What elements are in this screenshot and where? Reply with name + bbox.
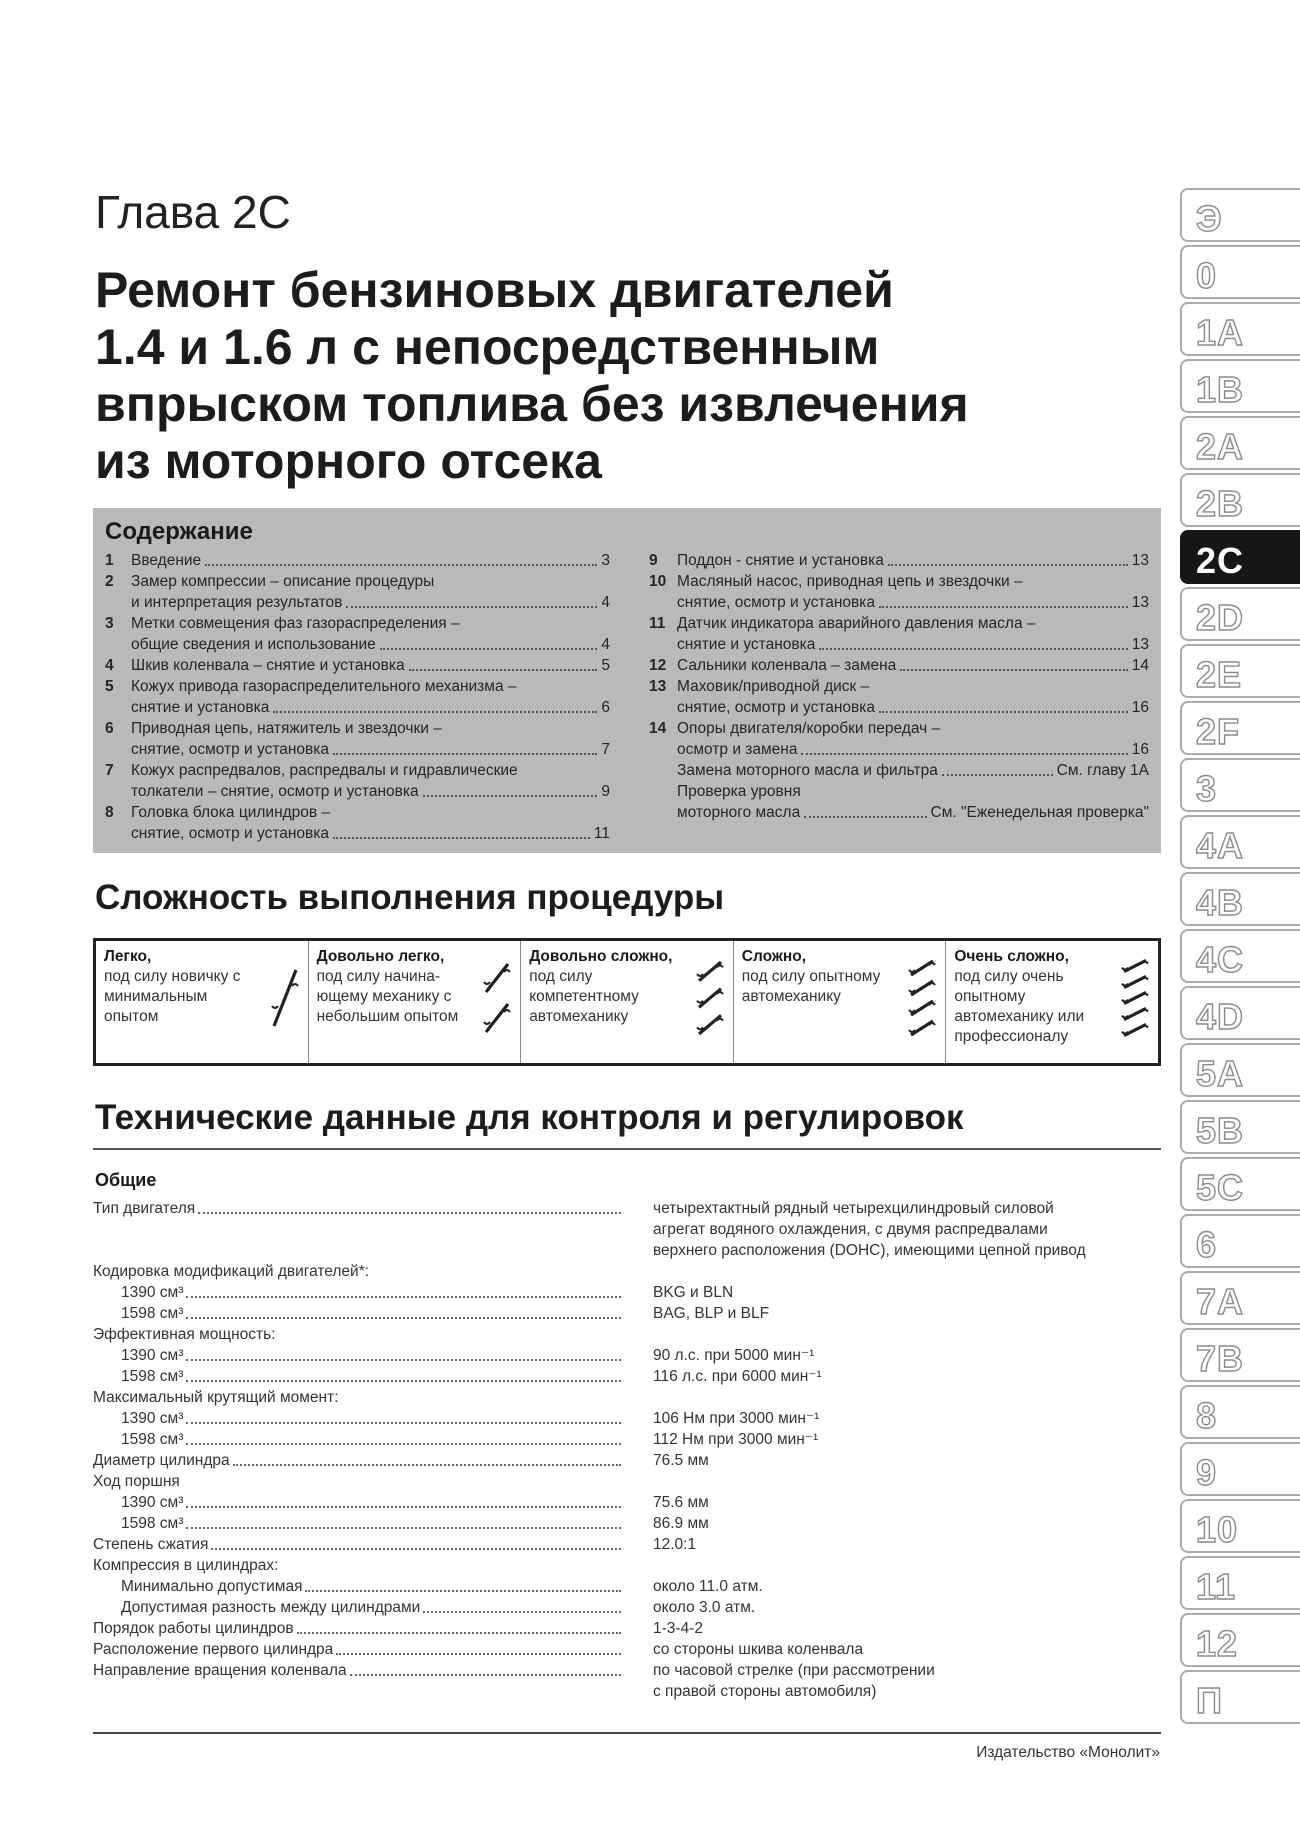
dot-leader — [186, 1429, 621, 1445]
toc-item[interactable] — [649, 550, 1149, 571]
spanner-icon — [907, 957, 937, 1039]
spec-label-text: 1390 см³ — [121, 1410, 184, 1427]
spec-label-text: 1390 см³ — [121, 1494, 184, 1511]
toc-page-number: 16 — [1131, 699, 1149, 716]
spanner-mark — [909, 1021, 935, 1035]
chapter-tab-label: 10 — [1196, 1509, 1239, 1550]
toc-item-text: Замена моторного масла и фильтра — [677, 762, 938, 779]
chapter-tab-1a[interactable] — [1180, 302, 1300, 356]
dot-leader — [198, 1198, 621, 1214]
toc-line — [649, 655, 1149, 676]
spec-label — [93, 1345, 623, 1366]
chapter-tab-э[interactable] — [1180, 188, 1300, 242]
chapter-tab-label: 1B — [1196, 369, 1245, 410]
toc-item-text: снятие, осмотр и установка — [131, 741, 330, 758]
difficulty-title: Сложно, — [741, 948, 807, 965]
spec-label — [93, 1282, 623, 1303]
chapter-tab-2b[interactable] — [1180, 473, 1300, 527]
spec-label — [93, 1429, 623, 1450]
chapter-tab-label: 2B — [1196, 483, 1245, 524]
dot-leader — [233, 1450, 621, 1466]
spec-label — [93, 1303, 623, 1324]
toc-item[interactable] — [649, 613, 1149, 655]
chapter-tab-0[interactable] — [1180, 245, 1300, 299]
toc-line — [105, 676, 610, 697]
spec-label-text: Ход поршня — [93, 1473, 180, 1490]
chapter-tab-4d[interactable] — [1180, 986, 1300, 1040]
chapter-tab-label: 11 — [1196, 1566, 1237, 1607]
dot-leader — [819, 634, 1127, 650]
spanner-mark — [697, 989, 723, 1008]
chapter-tab-7a[interactable] — [1180, 1271, 1300, 1325]
difficulty-title: Легко, — [104, 948, 152, 965]
difficulty-heading: Сложность выполнения процедуры — [95, 878, 725, 917]
toc-item-text: снятие, осмотр и установка — [677, 699, 876, 716]
dot-leader — [273, 697, 597, 713]
chapter-tab-label: 2E — [1196, 654, 1243, 695]
dot-leader — [804, 802, 926, 818]
chapter-tab-7b[interactable] — [1180, 1328, 1300, 1382]
toc-line — [105, 697, 610, 718]
spec-value: 90 л.с. при 5000 мин⁻¹ — [653, 1347, 815, 1364]
toc-item-number: 9 — [649, 552, 658, 569]
toc-item-text: общие сведения и использование — [131, 636, 376, 653]
toc-line — [649, 571, 1149, 592]
dot-leader — [423, 781, 598, 797]
spec-label — [93, 1198, 623, 1219]
toc-item-number: 7 — [105, 762, 114, 779]
toc-item-text: Введение — [131, 552, 202, 569]
difficulty-level-5 — [946, 941, 1158, 1063]
difficulty-title: Довольно легко, — [316, 948, 445, 965]
spec-value: около 11.0 атм. — [653, 1578, 763, 1595]
spanner-icon — [695, 957, 725, 1039]
spec-label — [93, 1450, 623, 1471]
spanner-mark — [1122, 1024, 1148, 1035]
toc-item-text: толкатели – снятие, осмотр и установка — [131, 783, 419, 800]
spec-label-text: Тип двигателя — [93, 1200, 196, 1217]
spec-label-text: 1390 см³ — [121, 1347, 184, 1364]
toc-item-text: снятие, осмотр и установка — [677, 594, 876, 611]
toc-line — [649, 760, 1149, 781]
spec-label-text: 1390 см³ — [121, 1284, 184, 1301]
toc-item-text: снятие и установка — [677, 636, 816, 653]
toc-item-text: осмотр и замена — [677, 741, 798, 758]
chapter-tab-label: 7B — [1196, 1338, 1245, 1379]
toc-item[interactable] — [105, 802, 610, 844]
spec-label — [93, 1618, 623, 1639]
dot-leader — [297, 1618, 621, 1634]
spec-label-text: 1598 см³ — [121, 1515, 184, 1532]
toc-item-text: Проверка уровня — [677, 783, 801, 800]
difficulty-description: под силу очень опытному автомеханику или профессионалу — [954, 968, 1085, 1045]
spec-label — [93, 1576, 623, 1597]
toc-page-number: 13 — [1131, 594, 1149, 611]
toc-page-number: 6 — [601, 699, 610, 716]
toc-item-number: 8 — [105, 804, 114, 821]
spec-value: верхнего расположения (DOHC), имеющими цепной привод — [653, 1242, 1086, 1259]
difficulty-description: под силу начина-ющему механику с небольшим опытом — [316, 968, 459, 1025]
spec-value: 106 Нм при 3000 мин⁻¹ — [653, 1410, 820, 1427]
difficulty-level-1 — [96, 941, 309, 1063]
toc-line — [649, 634, 1149, 655]
toc-item-number: 14 — [649, 720, 667, 737]
chapter-tab-label: 2C — [1196, 540, 1245, 581]
spec-label — [93, 1555, 623, 1576]
spec-label — [93, 1513, 623, 1534]
toc-item-number: 6 — [105, 720, 114, 737]
spec-label-text: Допустимая разность между цилиндрами — [121, 1599, 421, 1616]
spanner-icon — [270, 957, 300, 1039]
toc-item-text: снятие и установка — [131, 699, 270, 716]
toc-item[interactable] — [649, 760, 1149, 781]
chapter-tab-label: 7A — [1196, 1281, 1245, 1322]
contents-right-column — [649, 550, 1149, 823]
spec-label — [93, 1492, 623, 1513]
difficulty-description: под силу опытному автомеханику — [741, 968, 881, 1005]
toc-line — [105, 781, 610, 802]
spec-value: по часовой стрелке (при рассмотрении — [653, 1662, 935, 1679]
contents-left-column — [105, 550, 610, 844]
chapter-tab-label: 4C — [1196, 939, 1245, 980]
contents-heading: Содержание — [105, 518, 253, 545]
specs-divider — [93, 1148, 1161, 1150]
toc-item[interactable] — [649, 571, 1149, 613]
toc-item[interactable] — [105, 571, 610, 613]
chapter-tab-4b[interactable] — [1180, 872, 1300, 926]
toc-line — [649, 592, 1149, 613]
toc-item-text: Приводная цепь, натяжитель и звездочки – — [131, 720, 442, 737]
difficulty-level-3 — [521, 941, 734, 1063]
chapter-tab-2a[interactable] — [1180, 416, 1300, 470]
toc-page-number: 4 — [601, 636, 610, 653]
toc-item-number: 12 — [649, 657, 667, 674]
dot-leader — [186, 1408, 621, 1424]
toc-item-text: Масляный насос, приводная цепь и звездочки – — [677, 573, 1023, 590]
dot-leader — [346, 592, 597, 608]
toc-item-number: 11 — [649, 615, 666, 632]
chapter-tab-1b[interactable] — [1180, 359, 1300, 413]
toc-line — [649, 697, 1149, 718]
dot-leader — [942, 760, 1053, 776]
spec-value: BKG и BLN — [653, 1284, 734, 1301]
spanner-mark — [1122, 1008, 1148, 1019]
chapter-tab-label: 2A — [1196, 426, 1245, 467]
spec-label — [93, 1366, 623, 1387]
chapter-tab-label: 4A — [1196, 825, 1245, 866]
specs-heading: Технические данные для контроля и регулировок — [95, 1098, 964, 1137]
toc-line — [105, 655, 610, 676]
spec-label — [93, 1387, 623, 1408]
toc-line — [649, 550, 1149, 571]
chapter-tab-6[interactable] — [1180, 1214, 1300, 1268]
publisher-credit: Издательство «Монолит» — [976, 1744, 1160, 1761]
chapter-tab-12[interactable] — [1180, 1613, 1300, 1667]
toc-item-text: Кожух привода газораспределительного механизма – — [131, 678, 517, 695]
toc-line — [105, 613, 610, 634]
chapter-tab-10[interactable] — [1180, 1499, 1300, 1553]
toc-item[interactable] — [649, 718, 1149, 760]
chapter-tab-label: 6 — [1196, 1224, 1218, 1265]
toc-item-number: 13 — [649, 678, 667, 695]
dot-leader — [186, 1345, 621, 1361]
dot-leader — [900, 655, 1127, 671]
chapter-tab-label: 4D — [1196, 996, 1245, 1037]
toc-item-number: 3 — [105, 615, 114, 632]
toc-line — [105, 592, 610, 613]
spanner-mark — [484, 1004, 510, 1032]
toc-item-text: Датчик индикатора аварийного давления масла – — [677, 615, 1036, 632]
toc-item[interactable] — [105, 655, 610, 676]
toc-item-number: 2 — [105, 573, 114, 590]
chapter-tab-label: 5C — [1196, 1167, 1245, 1208]
spec-label-text: 1598 см³ — [121, 1368, 184, 1385]
chapter-tab-label: 1A — [1196, 312, 1245, 353]
toc-page-number: 3 — [601, 552, 610, 569]
chapter-tab-п[interactable] — [1180, 1670, 1300, 1724]
spec-value: 76.5 мм — [653, 1452, 709, 1469]
spanner-mark — [1122, 976, 1148, 987]
toc-item-text: Поддон - снятие и установка — [677, 552, 884, 569]
chapter-tab-label: 9 — [1196, 1452, 1218, 1493]
spec-value: со стороны шкива коленвала — [653, 1641, 864, 1658]
spec-label — [93, 1597, 623, 1618]
spec-label-text: Максимальный крутящий момент: — [93, 1389, 339, 1406]
dot-leader — [186, 1492, 621, 1508]
toc-item[interactable] — [105, 676, 610, 718]
spec-label — [93, 1324, 623, 1345]
toc-line — [105, 718, 610, 739]
chapter-tab-label: 5B — [1196, 1110, 1245, 1151]
toc-line — [105, 760, 610, 781]
chapter-tab-label: П — [1196, 1680, 1223, 1721]
toc-page-number: 16 — [1131, 741, 1149, 758]
dot-leader — [409, 655, 598, 671]
contents-panel — [93, 508, 1161, 853]
title-line: 1.4 и 1.6 л с непосредственным — [95, 319, 880, 375]
toc-line — [105, 550, 610, 571]
difficulty-level-2 — [309, 941, 522, 1063]
specs-subheading: Общие — [95, 1170, 157, 1190]
toc-line — [649, 676, 1149, 697]
spanner-icon — [1120, 957, 1150, 1039]
toc-line — [105, 739, 610, 760]
chapter-tab-label: 3 — [1196, 768, 1218, 809]
toc-item-text: Опоры двигателя/коробки передач – — [677, 720, 941, 737]
title-line: впрыском топлива без извлечения — [95, 376, 969, 432]
dot-leader — [333, 739, 597, 755]
spec-value: 12.0:1 — [653, 1536, 697, 1553]
toc-line — [649, 739, 1149, 760]
dot-leader — [336, 1639, 621, 1655]
spec-value: 112 Нм при 3000 мин⁻¹ — [653, 1431, 819, 1448]
spec-label-text: Расположение первого цилиндра — [93, 1641, 334, 1658]
difficulty-scale — [93, 938, 1161, 1066]
spanner-mark — [697, 962, 723, 981]
dot-leader — [879, 592, 1128, 608]
chapter-tab-4a[interactable] — [1180, 815, 1300, 869]
dot-leader — [186, 1303, 621, 1319]
chapter-tab-2d[interactable] — [1180, 587, 1300, 641]
footer-divider — [93, 1732, 1161, 1734]
spec-value: агрегат водяного охлаждения, с двумя распредвалами — [653, 1221, 1048, 1238]
spec-label — [93, 1408, 623, 1429]
chapter-tab-label: 0 — [1196, 255, 1218, 296]
difficulty-description: под силу компетентному автомеханику — [529, 968, 639, 1025]
chapter-tab-2c[interactable] — [1180, 530, 1300, 584]
chapter-tab-label: 4B — [1196, 882, 1245, 923]
spec-label-text: Кодировка модификаций двигателей*: — [93, 1263, 370, 1280]
toc-item-number: 5 — [105, 678, 114, 695]
spec-value: 116 л.с. при 6000 мин⁻¹ — [653, 1368, 822, 1385]
spanner-mark — [697, 1015, 723, 1034]
spec-label-text: Степень сжатия — [93, 1536, 209, 1553]
toc-line — [649, 718, 1149, 739]
toc-item-text: Маховик/приводной диск – — [677, 678, 870, 695]
spec-label — [93, 1534, 623, 1555]
spec-label-text: Диаметр цилиндра — [93, 1452, 230, 1469]
spanner-mark — [1122, 960, 1148, 971]
spec-label-text: Порядок работы цилиндров — [93, 1620, 294, 1637]
spec-value: 75.6 мм — [653, 1494, 709, 1511]
chapter-tab-2f[interactable] — [1180, 701, 1300, 755]
dot-leader — [186, 1282, 621, 1298]
dot-leader — [333, 823, 590, 839]
chapter-tab-2e[interactable] — [1180, 644, 1300, 698]
toc-item[interactable] — [649, 781, 1149, 823]
toc-line — [105, 571, 610, 592]
toc-page-number: 5 — [601, 657, 610, 674]
toc-item[interactable] — [105, 613, 610, 655]
toc-line — [649, 802, 1149, 823]
title-line: из моторного отсека — [95, 433, 602, 489]
toc-item-text: Метки совмещения фаз газораспределения – — [131, 615, 460, 632]
spec-label-text: Эффективная мощность: — [93, 1326, 276, 1343]
dot-leader — [211, 1534, 621, 1550]
spanner-mark — [484, 964, 510, 992]
dot-leader — [888, 550, 1128, 566]
toc-item-text: Шкив коленвала – снятие и установка — [131, 657, 405, 674]
chapter-tab-label: 8 — [1196, 1395, 1218, 1436]
spec-value: 86.9 мм — [653, 1515, 709, 1532]
spec-label-text: 1598 см³ — [121, 1305, 184, 1322]
chapter-tab-4c[interactable] — [1180, 929, 1300, 983]
toc-item-text: снятие, осмотр и установка — [131, 825, 330, 842]
chapter-tab-3[interactable] — [1180, 758, 1300, 812]
chapter-tab-label: 2F — [1196, 711, 1241, 752]
chapter-tab-5b[interactable] — [1180, 1100, 1300, 1154]
spanner-mark — [909, 1001, 935, 1015]
toc-item-text: и интерпретация результатов — [131, 594, 343, 611]
spec-label-text: Компрессия в цилиндрах: — [93, 1557, 279, 1574]
difficulty-title: Довольно сложно, — [529, 948, 673, 965]
toc-item-text: Кожух распредвалов, распредвалы и гидравлические — [131, 762, 518, 779]
toc-item-text: моторного масла — [677, 804, 801, 821]
toc-page-number: 9 — [601, 783, 610, 800]
spec-label-text: Минимально допустимая — [121, 1578, 303, 1595]
toc-item[interactable] — [105, 550, 610, 571]
chapter-tab-label: 5A — [1196, 1053, 1245, 1094]
toc-page-number: 14 — [1131, 657, 1149, 674]
toc-item[interactable] — [105, 760, 610, 802]
chapter-tab-label: 12 — [1196, 1623, 1239, 1664]
chapter-tab-label: 2D — [1196, 597, 1245, 638]
dot-leader — [305, 1576, 621, 1592]
toc-line — [105, 634, 610, 655]
spec-value: четырехтактный рядный четырехцилиндровый силовой — [653, 1200, 1054, 1217]
spec-value: около 3.0 атм. — [653, 1599, 756, 1616]
toc-line — [105, 823, 610, 844]
toc-item-number: 1 — [105, 552, 114, 569]
toc-item-text: Сальники коленвала – замена — [677, 657, 897, 674]
difficulty-description: под силу новичку с минимальным опытом — [104, 968, 241, 1025]
toc-page-number: См. "Еженедельная проверка" — [930, 804, 1149, 821]
toc-item-number: 10 — [649, 573, 667, 590]
spec-value: 1-3-4-2 — [653, 1620, 703, 1637]
dot-leader — [350, 1660, 621, 1676]
toc-page-number: 13 — [1131, 636, 1149, 653]
dot-leader — [186, 1366, 621, 1382]
chapter-tab-5a[interactable] — [1180, 1043, 1300, 1097]
spanner-mark — [272, 970, 298, 1026]
dot-leader — [879, 697, 1128, 713]
spec-label — [93, 1471, 623, 1492]
spanner-mark — [1122, 992, 1148, 1003]
spec-label — [93, 1639, 623, 1660]
chapter-tab-11[interactable] — [1180, 1556, 1300, 1610]
spec-label — [93, 1261, 623, 1282]
spanner-icon — [482, 957, 512, 1039]
toc-page-number: 11 — [593, 825, 610, 842]
chapter-tab-9[interactable] — [1180, 1442, 1300, 1496]
page-title — [95, 262, 1155, 490]
toc-item-number: 4 — [105, 657, 114, 674]
toc-page-number: 4 — [601, 594, 610, 611]
title-line: Ремонт бензиновых двигателей — [95, 262, 894, 318]
toc-item-text: Головка блока цилиндров – — [131, 804, 331, 821]
dot-leader — [380, 634, 598, 650]
chapter-label: Глава 2С — [95, 186, 291, 238]
chapter-tab-label: Э — [1196, 198, 1223, 239]
toc-page-number: 13 — [1131, 552, 1149, 569]
toc-line — [649, 613, 1149, 634]
spec-value: с правой стороны автомобиля) — [653, 1683, 877, 1700]
dot-leader — [205, 550, 597, 566]
dot-leader — [423, 1597, 621, 1613]
toc-page-number: 7 — [601, 741, 610, 758]
toc-item[interactable] — [649, 655, 1149, 676]
toc-line — [105, 802, 610, 823]
toc-line — [649, 781, 1149, 802]
toc-item[interactable] — [649, 676, 1149, 718]
difficulty-title: Очень сложно, — [954, 948, 1069, 965]
spec-value: BAG, BLP и BLF — [653, 1305, 770, 1322]
spec-label-text: Направление вращения коленвала — [93, 1662, 347, 1679]
toc-item-text: Замер компрессии – описание процедуры — [131, 573, 435, 590]
spec-label-text: 1598 см³ — [121, 1431, 184, 1448]
spanner-mark — [909, 961, 935, 975]
toc-page-number: См. главу 1А — [1056, 762, 1149, 779]
dot-leader — [801, 739, 1127, 755]
toc-item[interactable] — [105, 718, 610, 760]
chapter-tab-8[interactable] — [1180, 1385, 1300, 1439]
dot-leader — [186, 1513, 621, 1529]
spec-label — [93, 1660, 623, 1681]
spanner-mark — [909, 981, 935, 995]
chapter-tab-5c[interactable] — [1180, 1157, 1300, 1211]
difficulty-level-4 — [734, 941, 947, 1063]
